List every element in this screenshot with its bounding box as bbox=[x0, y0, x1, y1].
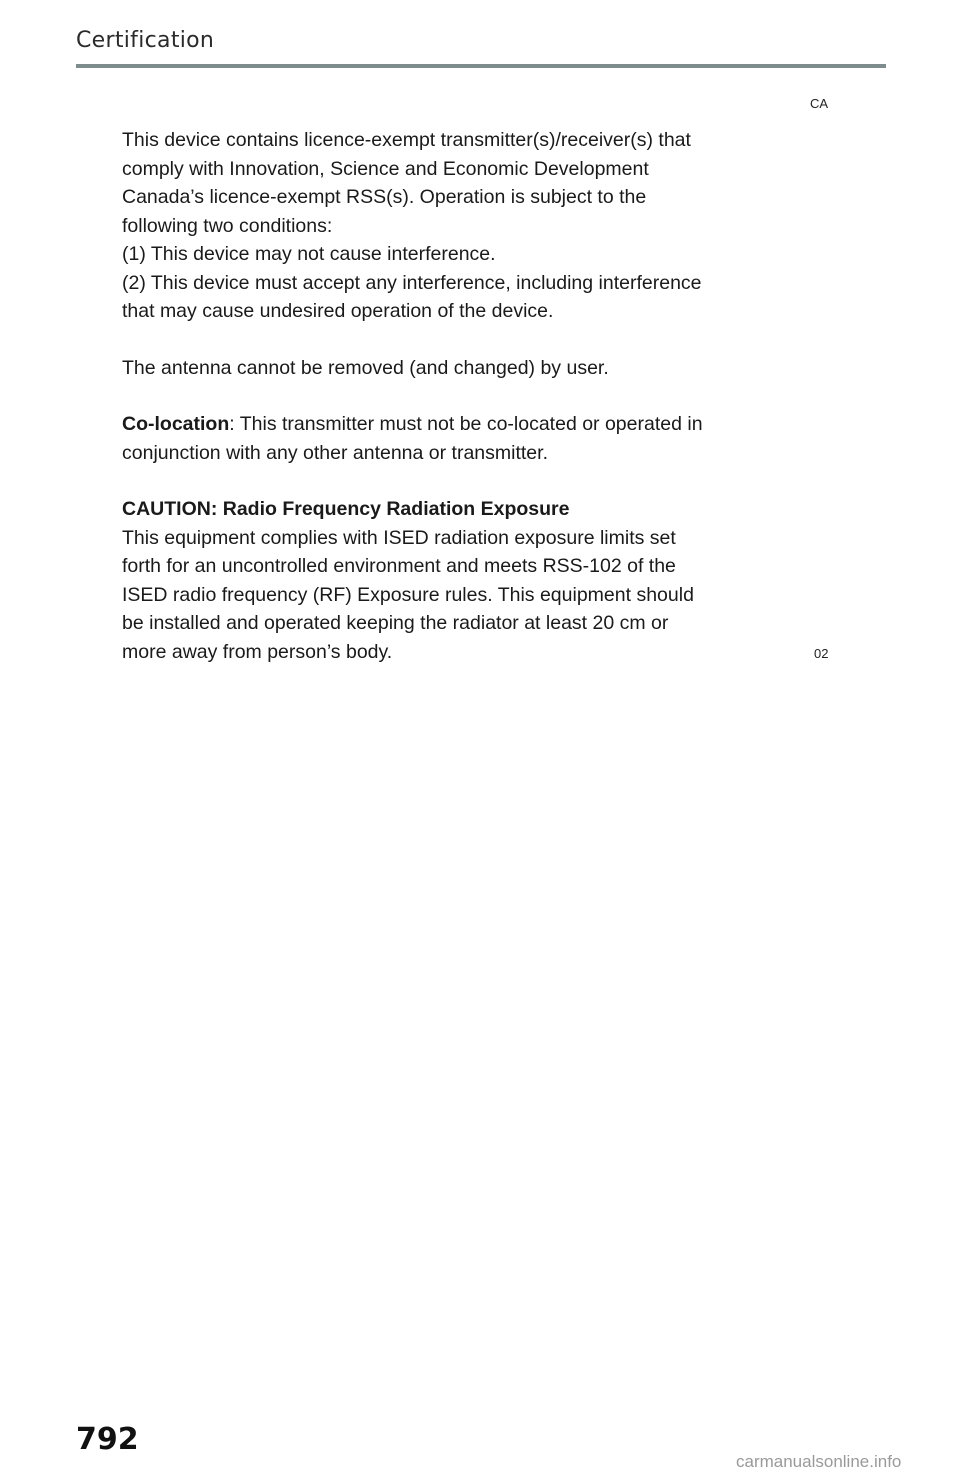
watermark: carmanualsonline.info bbox=[736, 1452, 902, 1471]
colocation-text: : This transmitter must not be co-located or operated in bbox=[229, 413, 703, 435]
text-line: be installed and operated keeping the radiator at least 20 cm or bbox=[122, 612, 669, 634]
paragraph-gap bbox=[122, 326, 782, 354]
text-line: (2) This device must accept any interference, including interference bbox=[122, 271, 702, 294]
section-title: Certification bbox=[76, 28, 215, 53]
text-line: This equipment complies with ISED radiation exposure limits set bbox=[122, 526, 676, 549]
text-line: (1) This device may not cause interference. bbox=[122, 243, 496, 265]
text-line: that may cause undesired operation of the device. bbox=[122, 300, 554, 322]
paragraph-gap bbox=[122, 467, 782, 495]
region-code: CA bbox=[810, 96, 829, 111]
caution-heading: CAUTION: Radio Frequency Radiation Exposure bbox=[122, 498, 570, 520]
text-line: This device contains licence-exempt transmitter(s)/receiver(s) that bbox=[122, 129, 691, 151]
colocation-line bbox=[122, 410, 782, 439]
text-line: more away from person’s body. bbox=[122, 640, 393, 663]
header-divider bbox=[76, 64, 886, 68]
text-line: forth for an uncontrolled environment and meets RSS-102 of the bbox=[122, 555, 676, 577]
paragraph-gap bbox=[122, 382, 782, 410]
text-line: comply with Innovation, Science and Economic Development bbox=[122, 157, 649, 180]
text-line: conjunction with any other antenna or transmitter. bbox=[122, 441, 548, 464]
text-line: following two conditions: bbox=[122, 214, 333, 237]
text-line: Canada’s licence-exempt RSS(s). Operation is subject to the bbox=[122, 186, 647, 208]
certification-text bbox=[122, 126, 782, 666]
antenna-statement: The antenna cannot be removed (and changed) by user. bbox=[122, 356, 609, 379]
text-line: ISED radio frequency (RF) Exposure rules. This equipment should bbox=[122, 583, 694, 606]
colocation-label: Co-location bbox=[122, 413, 230, 435]
footer-code: 02 bbox=[814, 646, 829, 661]
page-number: 792 bbox=[76, 1422, 139, 1457]
